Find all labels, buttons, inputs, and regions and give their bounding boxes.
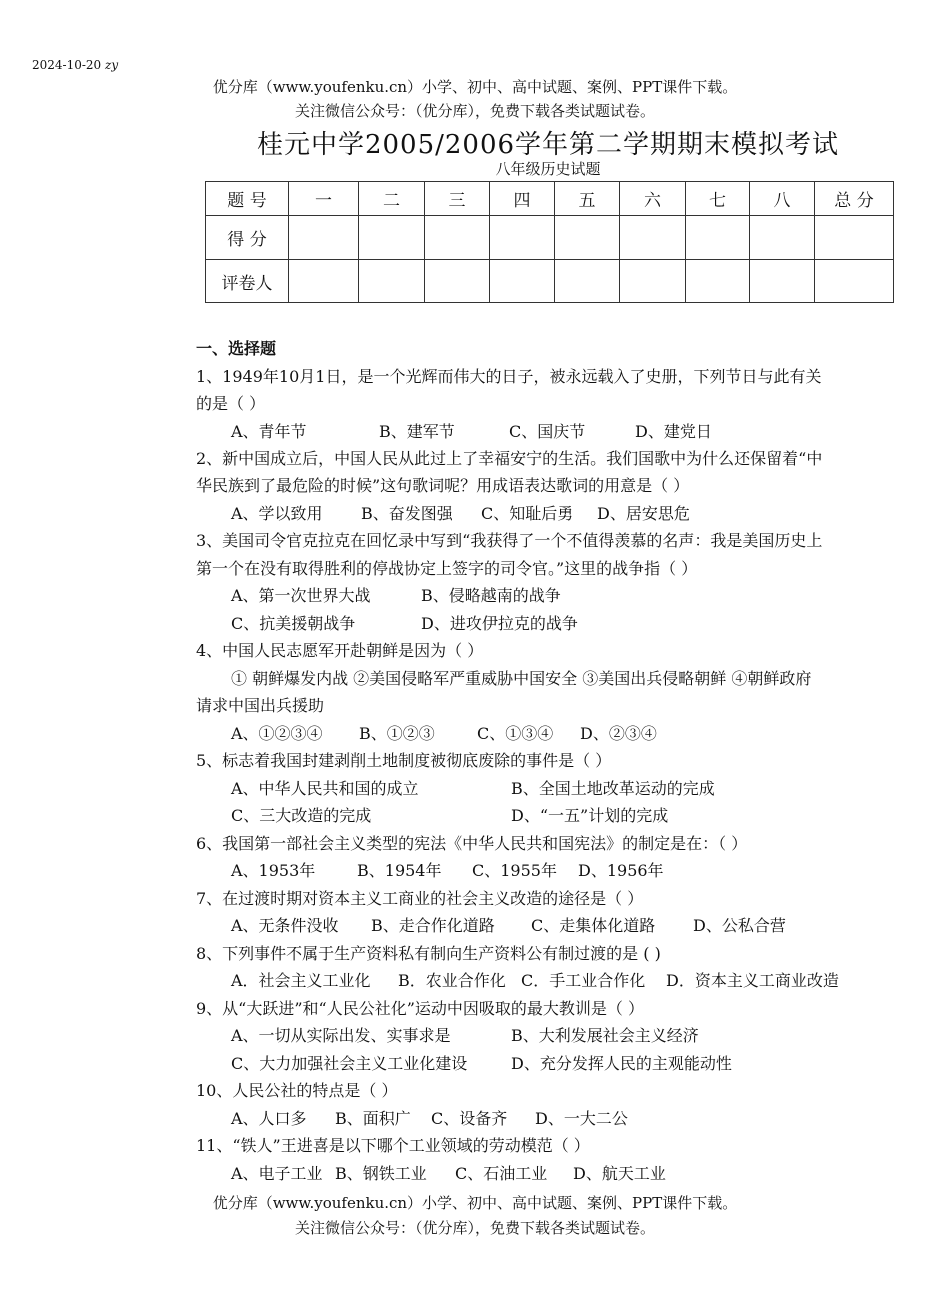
question-11: 11、“铁人”王进喜是以下哪个工业领域的劳动模范（ ）	[196, 1136, 590, 1155]
option[interactable]: C、知耻后勇	[481, 504, 574, 523]
question-10-options	[231, 1106, 628, 1129]
question-2-cont: 华民族到了最危险的时候”这句歌词呢？用成语表达歌词的用意是（ ）	[196, 476, 690, 495]
option[interactable]: C、设备齐	[431, 1109, 508, 1128]
question-5-options-1	[231, 776, 715, 799]
option[interactable]: B、1954年	[357, 861, 442, 880]
score-table	[205, 181, 894, 303]
option[interactable]: B、大利发展社会主义经济	[511, 1026, 699, 1045]
question-3-cont: 第一个在没有取得胜利的停战协定上签字的司令官。”这里的战争指（ ）	[196, 559, 698, 578]
option[interactable]: C、国庆节	[509, 422, 586, 441]
question-4: 4、中国人民志愿军开赴朝鲜是因为（ ）	[196, 641, 484, 660]
question-7: 7、在过渡时期对资本主义工商业的社会主义改造的途径是（ ）	[196, 889, 644, 908]
question-8-options	[231, 968, 839, 991]
question-6: 6、我国第一部社会主义类型的宪法《中华人民共和国宪法》的制定是在：（ ）	[196, 834, 748, 853]
score-cell[interactable]	[815, 216, 894, 260]
question-11-options	[231, 1161, 666, 1184]
grader-cell[interactable]	[686, 260, 750, 303]
grader-cell[interactable]	[425, 260, 490, 303]
exam-title: 桂元中学2005/2006学年第二学期期末模拟考试	[256, 130, 840, 160]
question-10: 10、人民公社的特点是（ ）	[196, 1081, 398, 1100]
option[interactable]: D、一大二公	[535, 1109, 628, 1128]
option[interactable]: B、走合作化道路	[371, 916, 495, 935]
option[interactable]: D．资本主义工商业改造	[666, 971, 839, 990]
option[interactable]: D、1956年	[578, 861, 664, 880]
header-cell: 八	[750, 182, 815, 216]
header-cell: 七	[686, 182, 750, 216]
option[interactable]: D、②③④	[580, 724, 657, 743]
question-4-options	[231, 721, 657, 744]
question-9: 9、从“大跃进”和“人民公社化”运动中因吸取的最大教训是（ ）	[196, 999, 644, 1018]
header-cell: 五	[555, 182, 620, 216]
grader-cell[interactable]	[620, 260, 686, 303]
footer-line-2: 关注微信公众号：（优分库），免费下载各类试题试卷。	[294, 1219, 655, 1237]
score-cell[interactable]	[750, 216, 815, 260]
print-date: 2024-10-20 zy	[32, 58, 119, 72]
question-7-options	[231, 913, 786, 936]
option[interactable]: C、三大改造的完成	[231, 806, 372, 825]
row-label: 评卷人	[206, 260, 289, 303]
option[interactable]: A、1953年	[231, 861, 316, 880]
grader-cell[interactable]	[289, 260, 359, 303]
option[interactable]: A、学以致用	[231, 504, 323, 523]
option[interactable]: C、走集体化道路	[531, 916, 656, 935]
option[interactable]: D、“一五”计划的完成	[511, 806, 669, 825]
option[interactable]: D、公私合营	[693, 916, 786, 935]
row-label: 得 分	[206, 216, 289, 260]
question-1-cont: 的是（ ）	[196, 394, 266, 413]
section-heading: 一、选择题	[196, 339, 277, 358]
option[interactable]: D、充分发挥人民的主观能动性	[511, 1054, 732, 1073]
score-table-header-row	[206, 182, 894, 216]
question-3-options-2	[231, 611, 578, 634]
question-6-options	[231, 858, 664, 881]
grader-cell[interactable]	[555, 260, 620, 303]
option[interactable]: A、一切从实际出发、实事求是	[231, 1026, 451, 1045]
question-1: 1、1949年10月1日，是一个光辉而伟大的日子，被永远载入了史册，下列节日与此有关	[196, 367, 822, 386]
header-cell: 四	[490, 182, 555, 216]
grader-cell[interactable]	[750, 260, 815, 303]
grader-row	[206, 260, 894, 303]
question-9-options-2	[231, 1051, 732, 1074]
grader-cell[interactable]	[490, 260, 555, 303]
question-4-items-cont: 请求中国出兵援助	[196, 696, 325, 715]
question-3: 3、美国司令官克拉克在回忆录中写到“我获得了一个不值得羡慕的名声：我是美国历史上	[196, 531, 823, 550]
option[interactable]: B、全国土地改革运动的完成	[511, 779, 715, 798]
score-cell[interactable]	[686, 216, 750, 260]
option[interactable]: C、①③④	[477, 724, 554, 743]
option[interactable]: C、抗美援朝战争	[231, 614, 356, 633]
question-9-options-1	[231, 1023, 699, 1046]
option[interactable]: B、面积广	[335, 1109, 411, 1128]
question-3-options-1	[231, 583, 561, 606]
option[interactable]: D、居安思危	[597, 504, 690, 523]
option[interactable]: B、侵略越南的战争	[421, 586, 561, 605]
option[interactable]: D、建党日	[635, 422, 712, 441]
score-cell[interactable]	[289, 216, 359, 260]
option[interactable]: C、石油工业	[455, 1164, 548, 1183]
score-cell[interactable]	[620, 216, 686, 260]
option[interactable]: C、大力加强社会主义工业化建设	[231, 1054, 468, 1073]
question-5: 5、标志着我国封建剥削土地制度被彻底废除的事件是（ ）	[196, 751, 612, 770]
option[interactable]: A、人口多	[231, 1109, 307, 1128]
option[interactable]: B、①②③	[359, 724, 435, 743]
header-cell: 一	[289, 182, 359, 216]
header-cell: 六	[620, 182, 686, 216]
score-row	[206, 216, 894, 260]
question-1-options	[231, 419, 712, 442]
question-2: 2、新中国成立后，中国人民从此过上了幸福安宁的生活。我们国歌中为什么还保留着“中	[196, 449, 823, 468]
score-cell[interactable]	[555, 216, 620, 260]
question-8: 8、下列事件不属于生产资料私有制向生产资料公有制过渡的是 ( )	[196, 944, 661, 963]
question-2-options	[231, 501, 690, 524]
option[interactable]: A、①②③④	[231, 724, 323, 743]
option[interactable]: D、航天工业	[573, 1164, 666, 1183]
option[interactable]: A、电子工业	[231, 1164, 323, 1183]
option[interactable]: A、中华人民共和国的成立	[231, 779, 419, 798]
exam-subtitle: 八年级历史试题	[495, 160, 601, 178]
banner-line-2: 关注微信公众号：（优分库），免费下载各类试题试卷。	[294, 102, 655, 120]
question-4-items: ① 朝鲜爆发内战 ②美国侵略军严重威胁中国安全 ③美国出兵侵略朝鲜 ④朝鲜政府	[231, 669, 812, 688]
banner-line-1: 优分库（www.youfenku.cn）小学、初中、高中试题、案例、PPT课件下载。	[212, 78, 738, 96]
grader-cell[interactable]	[815, 260, 894, 303]
option[interactable]: A、第一次世界大战	[231, 586, 371, 605]
score-cell[interactable]	[425, 216, 490, 260]
option[interactable]: C、1955年	[472, 861, 557, 880]
header-cell: 题 号	[206, 182, 289, 216]
option[interactable]: C．手工业合作化	[521, 971, 646, 990]
header-cell: 二	[359, 182, 425, 216]
score-cell[interactable]	[359, 216, 425, 260]
option[interactable]: A、青年节	[231, 422, 307, 441]
option[interactable]: B、奋发图强	[361, 504, 453, 523]
footer-line-1: 优分库（www.youfenku.cn）小学、初中、高中试题、案例、PPT课件下载。	[212, 1194, 738, 1212]
option[interactable]: D、进攻伊拉克的战争	[421, 614, 578, 633]
grader-cell[interactable]	[359, 260, 425, 303]
header-cell: 三	[425, 182, 490, 216]
option[interactable]: B、钢铁工业	[335, 1164, 427, 1183]
question-5-options-2	[231, 803, 668, 826]
score-cell[interactable]	[490, 216, 555, 260]
option[interactable]: B、建军节	[379, 422, 455, 441]
option[interactable]: B．农业合作化	[398, 971, 506, 990]
option[interactable]: A、无条件没收	[231, 916, 339, 935]
option[interactable]: A．社会主义工业化	[231, 971, 371, 990]
header-cell: 总 分	[815, 182, 894, 216]
